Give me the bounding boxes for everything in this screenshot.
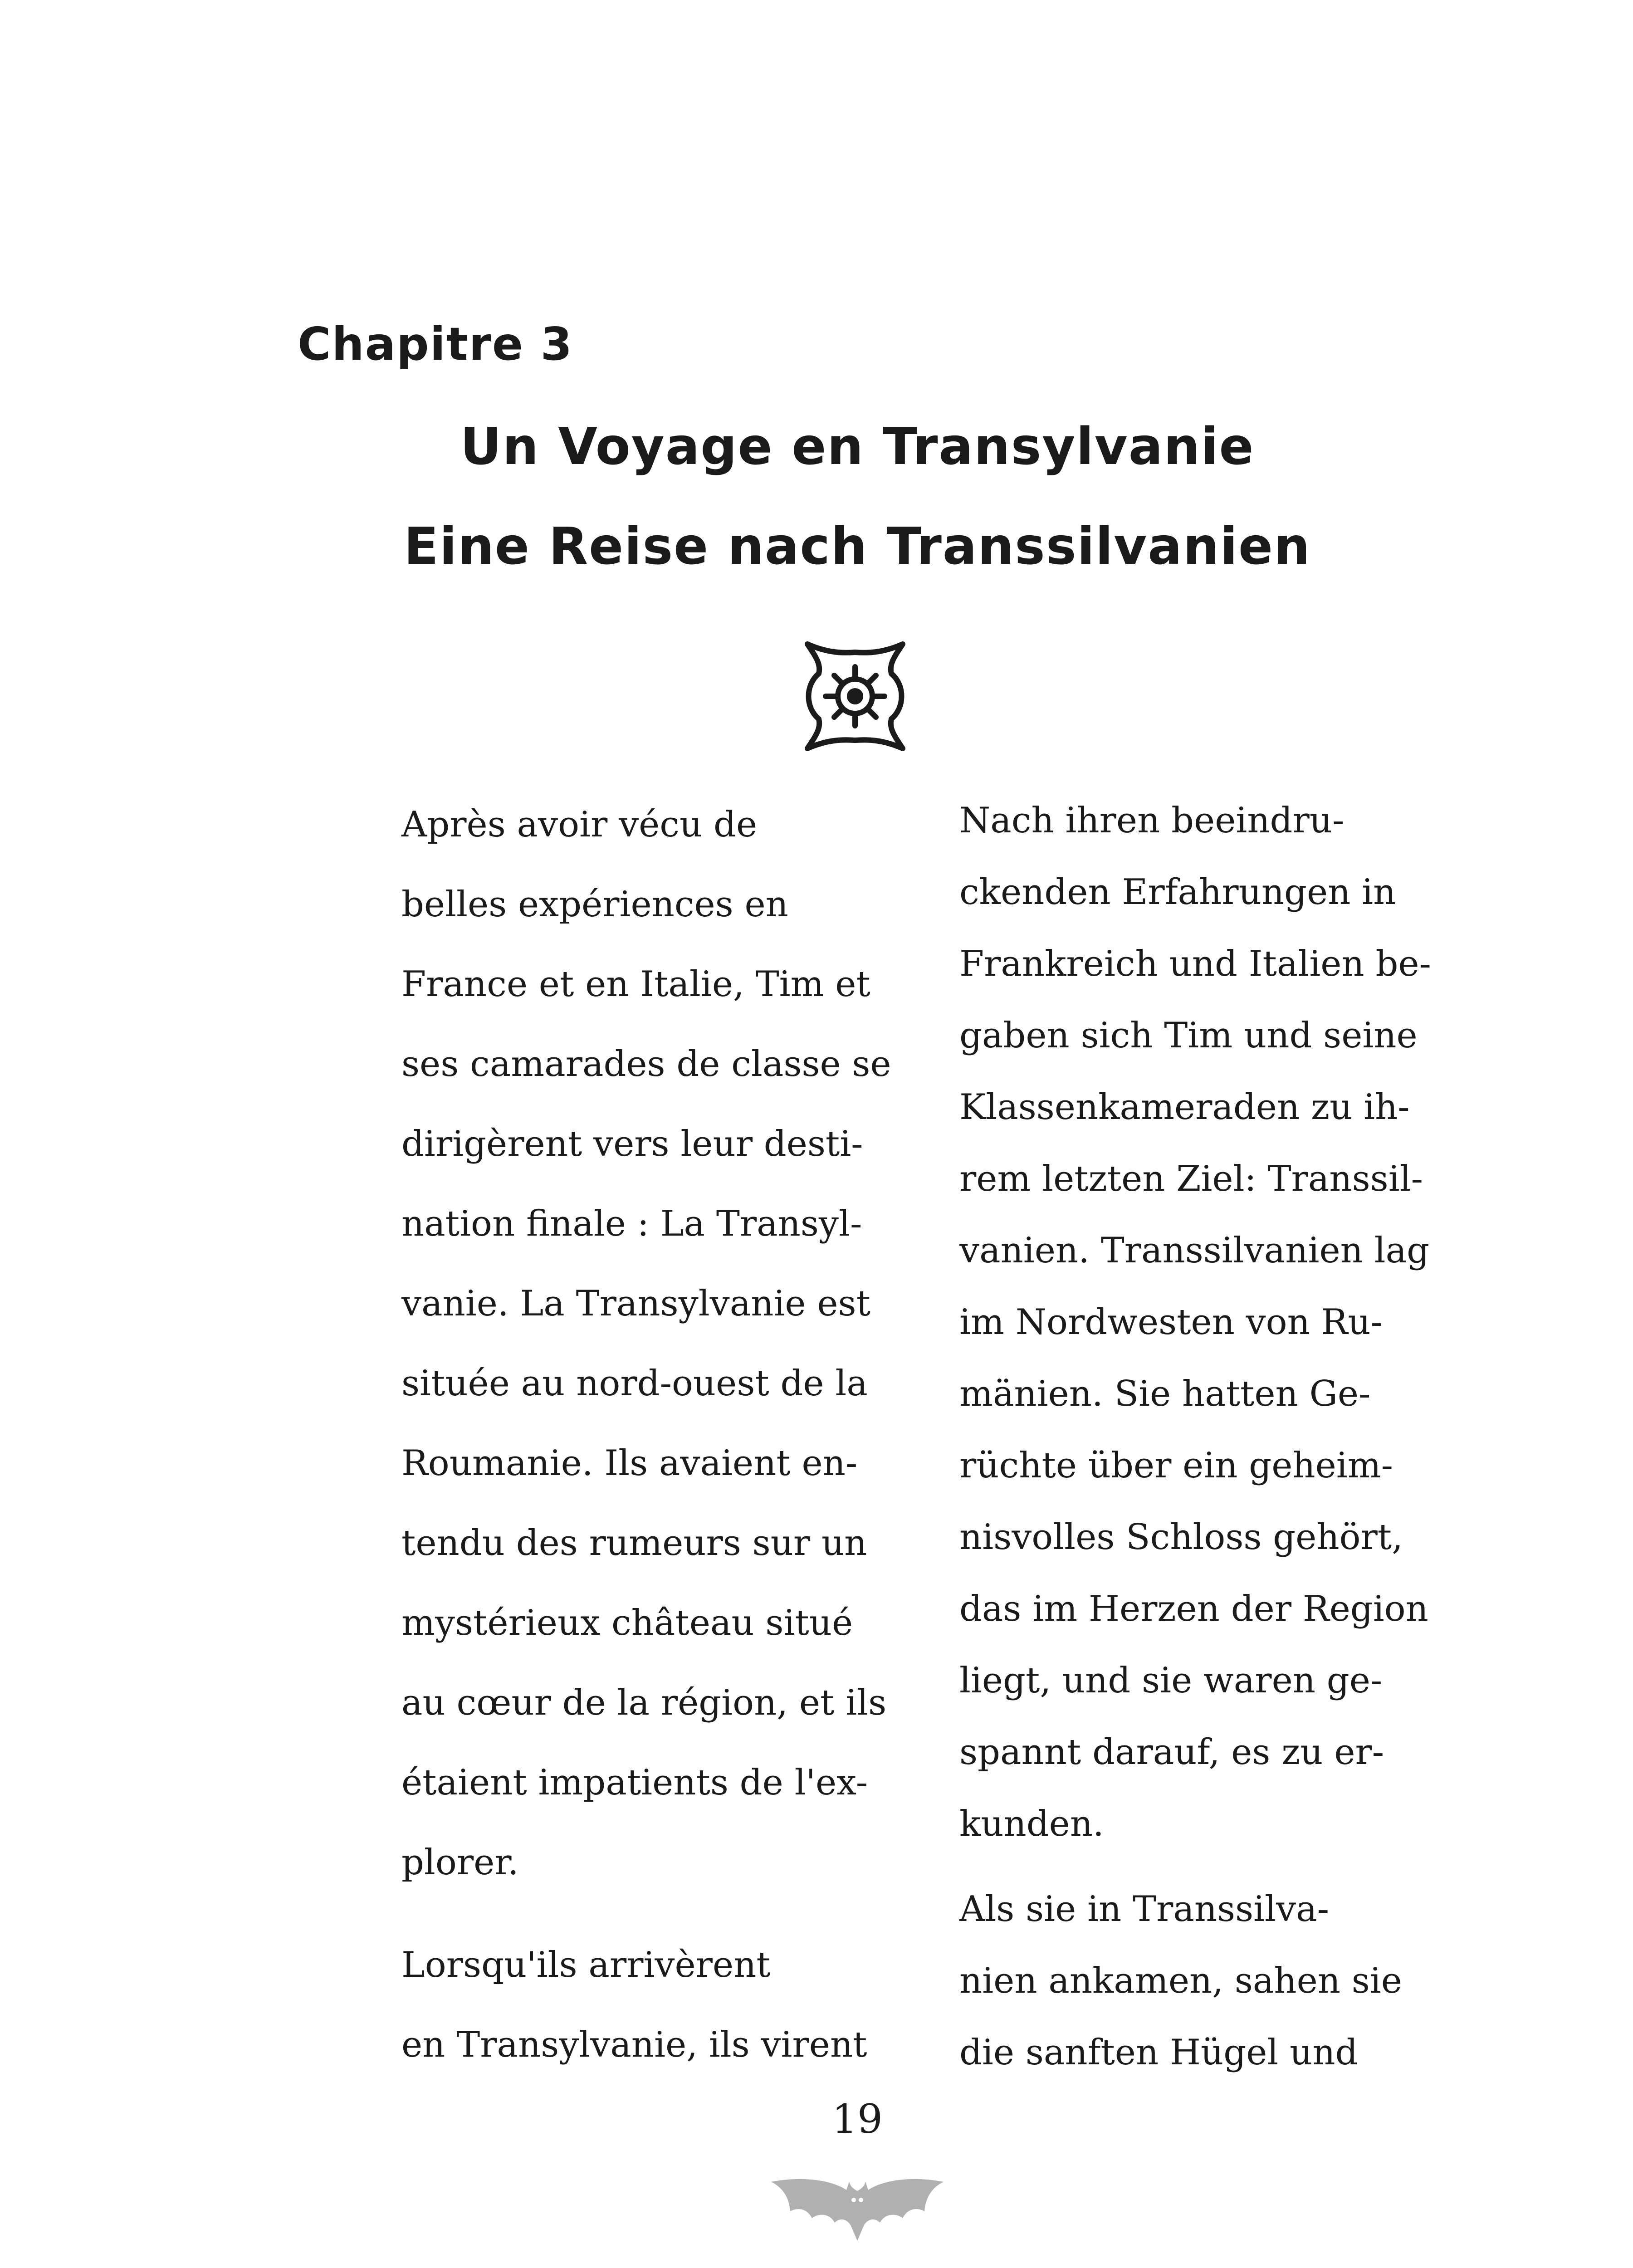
text-line: belles expériences en bbox=[401, 884, 788, 925]
text-line: das im Herzen der Region bbox=[959, 1589, 1428, 1629]
chapter-title-french: Un Voyage en Transylvanie bbox=[460, 417, 1255, 476]
text-line: nation finale : La Transyl- bbox=[401, 1203, 862, 1244]
german-paragraph-1 bbox=[878, 785, 1431, 1860]
compass-sun-ornament-icon bbox=[801, 635, 909, 758]
text-line: Als sie in Transsilva- bbox=[959, 1889, 1329, 1930]
text-line: Roumanie. Ils avaient en- bbox=[401, 1443, 858, 1484]
text-line: vanien. Transsilvanien lag bbox=[959, 1230, 1430, 1271]
text-line: dirigèrent vers leur desti- bbox=[401, 1124, 863, 1164]
text-line: liegt, und sie waren ge- bbox=[959, 1660, 1383, 1701]
text-line: gaben sich Tim und seine bbox=[959, 1015, 1418, 1056]
text-line: Frankreich und Italien be- bbox=[959, 943, 1431, 984]
text-line: Klassenkameraden zu ih- bbox=[959, 1087, 1410, 1128]
text-line: au cœur de la région, et ils bbox=[401, 1682, 887, 1723]
french-paragraph-2 bbox=[320, 1925, 867, 2085]
bat-icon bbox=[767, 2164, 948, 2245]
chapter-label: Chapitre 3 bbox=[298, 318, 573, 371]
text-line: ckenden Erfahrungen in bbox=[959, 872, 1396, 913]
text-line: die sanften Hügel und bbox=[959, 2032, 1358, 2073]
text-line: Lorsqu'ils arrivèrent bbox=[401, 1945, 771, 1985]
german-paragraph-2 bbox=[878, 1873, 1422, 2088]
french-paragraph-1 bbox=[320, 785, 891, 1902]
text-line: ses camarades de classe se bbox=[401, 1044, 891, 1085]
text-line: nien ankamen, sahen sie bbox=[959, 1960, 1402, 2001]
german-text-column bbox=[878, 785, 1431, 2088]
text-line: France et en Italie, Tim et bbox=[401, 964, 870, 1005]
french-text-column bbox=[320, 785, 891, 2085]
text-line: im Nordwesten von Ru- bbox=[959, 1302, 1383, 1343]
text-line: située au nord-ouest de la bbox=[401, 1363, 868, 1404]
text-line: tendu des rumeurs sur un bbox=[401, 1523, 867, 1564]
text-line: plorer. bbox=[401, 1842, 519, 1883]
text-line: mänien. Sie hatten Ge- bbox=[959, 1374, 1371, 1414]
text-line: nisvolles Schloss gehört, bbox=[959, 1517, 1403, 1558]
text-line: kunden. bbox=[959, 1804, 1104, 1844]
text-line: Après avoir vécu de bbox=[401, 804, 758, 845]
text-line: rem letzten Ziel: Transsil- bbox=[959, 1158, 1423, 1199]
text-line: vanie. La Transylvanie est bbox=[401, 1283, 870, 1324]
chapter-title-german: Eine Reise nach Transsilvanien bbox=[404, 517, 1311, 576]
text-line: étaient impatients de l'ex- bbox=[401, 1762, 868, 1803]
text-line: spannt darauf, es zu er- bbox=[959, 1732, 1384, 1773]
text-line: Nach ihren beeindru- bbox=[959, 800, 1345, 841]
text-line: rüchte über ein geheim- bbox=[959, 1445, 1393, 1486]
page-number: 19 bbox=[832, 2096, 883, 2142]
text-line: en Transylvanie, ils virent bbox=[401, 2024, 867, 2065]
text-line: mystérieux château situé bbox=[401, 1603, 853, 1643]
